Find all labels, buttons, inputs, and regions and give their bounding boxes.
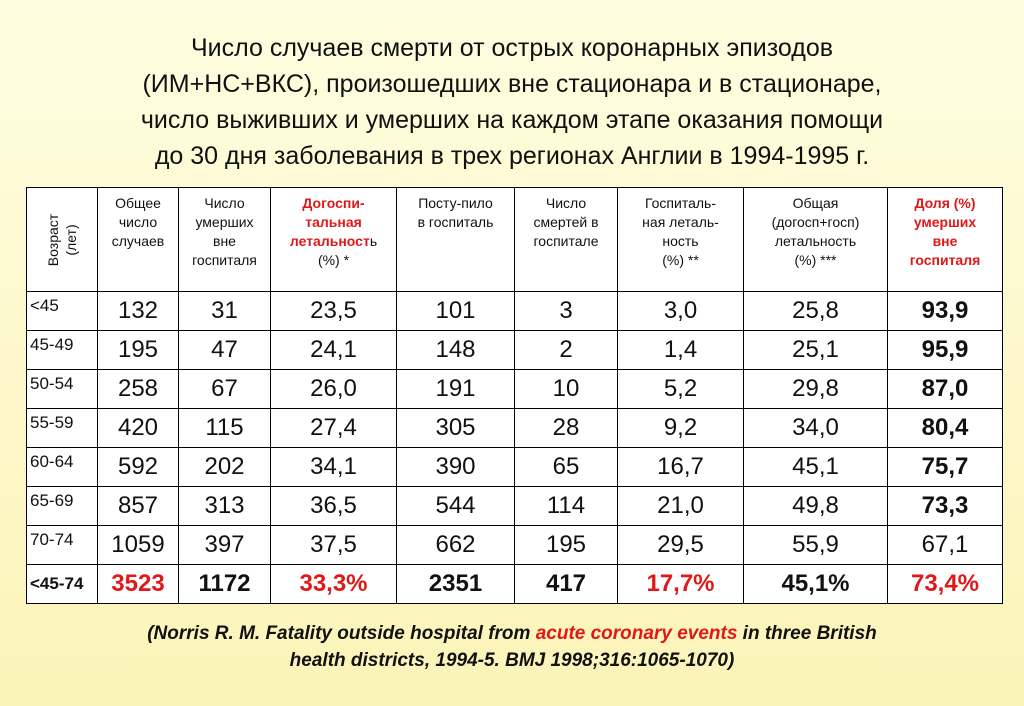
header-line: (%) ** bbox=[662, 252, 699, 268]
citation bbox=[30, 620, 994, 674]
header-line: вне bbox=[213, 233, 236, 249]
value-cell: 29,5 bbox=[618, 526, 744, 565]
header-line: умерших bbox=[195, 214, 254, 230]
mortality-table-container bbox=[26, 187, 1002, 603]
header-line: Общее bbox=[115, 195, 161, 211]
value-cell: 73,4% bbox=[888, 565, 1003, 604]
header-line: госпиталя bbox=[192, 252, 257, 268]
value-cell: 397 bbox=[179, 526, 271, 565]
citation-line-1 bbox=[30, 620, 994, 647]
value-cell: 115 bbox=[179, 409, 271, 448]
header-share-outside bbox=[888, 188, 1003, 292]
value-cell: 2 bbox=[515, 331, 618, 370]
header-total-cases bbox=[98, 188, 179, 292]
value-cell: 67 bbox=[179, 370, 271, 409]
value-cell: 1172 bbox=[179, 565, 271, 604]
value-cell: 31 bbox=[179, 292, 271, 331]
header-line: госпитале bbox=[533, 233, 599, 249]
table-row bbox=[27, 370, 1003, 409]
mortality-table bbox=[26, 187, 1003, 604]
value-cell: 47 bbox=[179, 331, 271, 370]
age-column-header bbox=[27, 188, 98, 292]
table-row bbox=[27, 448, 1003, 487]
value-cell: 45,1 bbox=[744, 448, 888, 487]
header-line-tail: ь bbox=[369, 233, 378, 249]
value-cell: 80,4 bbox=[888, 409, 1003, 448]
header-deaths-outside bbox=[179, 188, 271, 292]
value-cell: 10 bbox=[515, 370, 618, 409]
value-cell: 25,1 bbox=[744, 331, 888, 370]
age-header-line: Возраст bbox=[45, 213, 61, 266]
value-cell: 28 bbox=[515, 409, 618, 448]
value-cell: 27,4 bbox=[271, 409, 397, 448]
header-line: в госпиталь bbox=[417, 214, 494, 230]
value-cell: 592 bbox=[98, 448, 179, 487]
value-cell: 2351 bbox=[397, 565, 515, 604]
header-line: Число bbox=[545, 195, 587, 211]
value-cell: 148 bbox=[397, 331, 515, 370]
header-line: Госпиталь- bbox=[645, 195, 716, 211]
table-row bbox=[27, 409, 1003, 448]
value-cell: 313 bbox=[179, 487, 271, 526]
value-cell: 26,0 bbox=[271, 370, 397, 409]
value-cell: 390 bbox=[397, 448, 515, 487]
age-group-cell: 50-54 bbox=[27, 370, 98, 409]
value-cell: 101 bbox=[397, 292, 515, 331]
value-cell: 75,7 bbox=[888, 448, 1003, 487]
value-cell: 36,5 bbox=[271, 487, 397, 526]
header-line: тальная bbox=[305, 214, 362, 230]
age-group-cell: <45 bbox=[27, 292, 98, 331]
table-row bbox=[27, 487, 1003, 526]
value-cell: 9,2 bbox=[618, 409, 744, 448]
value-cell: 1059 bbox=[98, 526, 179, 565]
header-line: число bbox=[118, 214, 158, 230]
citation-highlight: acute coronary events bbox=[535, 623, 738, 644]
value-cell: 191 bbox=[397, 370, 515, 409]
header-line: ная леталь- bbox=[642, 214, 719, 230]
value-cell: 857 bbox=[98, 487, 179, 526]
header-overall-fatality bbox=[744, 188, 888, 292]
value-cell: 305 bbox=[397, 409, 515, 448]
header-line: (догосп+госп) bbox=[771, 214, 860, 230]
value-cell: 93,9 bbox=[888, 292, 1003, 331]
value-cell: 258 bbox=[98, 370, 179, 409]
header-line: Число bbox=[204, 195, 245, 211]
header-admitted bbox=[397, 188, 515, 292]
header-line: вне bbox=[932, 233, 958, 249]
header-line: умерших bbox=[913, 214, 977, 230]
value-cell: 34,1 bbox=[271, 448, 397, 487]
title-line: число выживших и умерших на каждом этапе оказания помощи bbox=[140, 106, 884, 134]
value-cell: 417 bbox=[515, 565, 618, 604]
value-cell: 202 bbox=[179, 448, 271, 487]
value-cell: 114 bbox=[515, 487, 618, 526]
value-cell: 21,0 bbox=[618, 487, 744, 526]
header-line: ность bbox=[662, 233, 699, 249]
age-group-cell: 45-49 bbox=[27, 331, 98, 370]
value-cell: 3523 bbox=[98, 565, 179, 604]
title-line: до 30 дня заболевания в трех регионах Англии в 1994-1995 г. bbox=[154, 142, 870, 170]
value-cell: 17,7% bbox=[618, 565, 744, 604]
value-cell: 3 bbox=[515, 292, 618, 331]
age-group-cell: <45-74 bbox=[27, 565, 98, 604]
header-line: Догоспи- bbox=[302, 195, 365, 211]
header-line: (%) *** bbox=[794, 252, 837, 268]
value-cell: 25,8 bbox=[744, 292, 888, 331]
header-line-main: летальност bbox=[289, 233, 370, 249]
citation-suffix: in three British bbox=[737, 623, 877, 644]
value-cell: 87,0 bbox=[888, 370, 1003, 409]
age-header-line: (лет) bbox=[63, 223, 79, 256]
header-line bbox=[271, 232, 396, 251]
value-cell: 195 bbox=[515, 526, 618, 565]
header-prehospital-fatality bbox=[271, 188, 397, 292]
value-cell: 33,3% bbox=[271, 565, 397, 604]
value-cell: 544 bbox=[397, 487, 515, 526]
header-line: госпиталя bbox=[909, 252, 981, 268]
citation-prefix: (Norris R. M. Fatality outside hospital from bbox=[147, 623, 536, 644]
value-cell: 132 bbox=[98, 292, 179, 331]
value-cell: 45,1% bbox=[744, 565, 888, 604]
table-row bbox=[27, 331, 1003, 370]
header-line: смертей в bbox=[533, 214, 599, 230]
value-cell: 24,1 bbox=[271, 331, 397, 370]
value-cell: 29,8 bbox=[744, 370, 888, 409]
value-cell: 95,9 bbox=[888, 331, 1003, 370]
value-cell: 34,0 bbox=[744, 409, 888, 448]
value-cell: 73,3 bbox=[888, 487, 1003, 526]
header-hospital-deaths bbox=[515, 188, 618, 292]
header-line-sub: (%) * bbox=[317, 252, 350, 268]
value-cell: 37,5 bbox=[271, 526, 397, 565]
value-cell: 49,8 bbox=[744, 487, 888, 526]
header-line: Общая bbox=[792, 195, 839, 211]
citation-line-2: health districts, 1994-5. BMJ 1998;316:1065-1070) bbox=[289, 650, 735, 671]
value-cell: 23,5 bbox=[271, 292, 397, 331]
header-hospital-fatality bbox=[618, 188, 744, 292]
value-cell: 5,2 bbox=[618, 370, 744, 409]
value-cell: 67,1 bbox=[888, 526, 1003, 565]
header-line: Посту-пило bbox=[418, 195, 493, 211]
age-group-cell: 70-74 bbox=[27, 526, 98, 565]
age-group-cell: 65-69 bbox=[27, 487, 98, 526]
table-row bbox=[27, 526, 1003, 565]
title-line: Число случаев смерти от острых коронарных эпизодов bbox=[190, 34, 834, 62]
value-cell: 55,9 bbox=[744, 526, 888, 565]
value-cell: 662 bbox=[397, 526, 515, 565]
slide-title bbox=[40, 30, 984, 174]
title-line: (ИМ+НС+ВКС), произошедших вне стационара и в стационаре, bbox=[142, 70, 882, 98]
header-row bbox=[27, 188, 1003, 292]
header-line: Доля (%) bbox=[914, 195, 976, 211]
value-cell: 3,0 bbox=[618, 292, 744, 331]
header-line: случаев bbox=[111, 233, 165, 249]
total-row bbox=[27, 565, 1003, 604]
value-cell: 16,7 bbox=[618, 448, 744, 487]
table-row bbox=[27, 292, 1003, 331]
age-group-cell: 55-59 bbox=[27, 409, 98, 448]
value-cell: 1,4 bbox=[618, 331, 744, 370]
value-cell: 420 bbox=[98, 409, 179, 448]
table-body bbox=[27, 292, 1003, 604]
age-group-cell: 60-64 bbox=[27, 448, 98, 487]
value-cell: 65 bbox=[515, 448, 618, 487]
value-cell: 195 bbox=[98, 331, 179, 370]
header-line: летальность bbox=[774, 233, 857, 249]
